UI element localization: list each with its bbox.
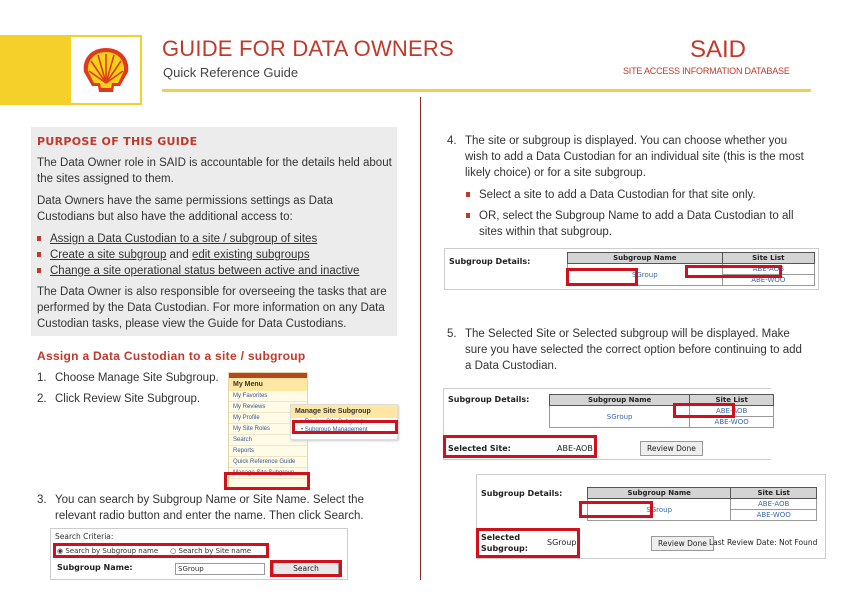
radio-checked-icon: ◉ bbox=[57, 547, 64, 555]
highlight-radio-group bbox=[53, 543, 269, 558]
review-done-button[interactable]: Review Done bbox=[651, 536, 714, 551]
subgroup-details-label: Subgroup Details: bbox=[481, 489, 563, 498]
search-button[interactable]: Search bbox=[273, 562, 339, 575]
highlight-manage-subgroup bbox=[224, 472, 310, 490]
site-link[interactable]: ABE-AOB bbox=[690, 406, 774, 417]
radio-unchecked-icon: ○ bbox=[170, 547, 177, 555]
purpose-para-2: Data Owners have the same permissions settings as Data Custodians but also have the additional access to: bbox=[37, 195, 333, 223]
link-assign-custodian[interactable]: Assign a Data Custodian to a site / subgroup of sites bbox=[50, 233, 318, 245]
step-number: 3. bbox=[37, 494, 47, 506]
header-yellow-block bbox=[0, 35, 71, 105]
col-subgroup-name: Subgroup Name bbox=[550, 395, 690, 406]
label-line: Subgroup: bbox=[481, 544, 528, 553]
purpose-para-3: The Data Owner is also responsible for overseeing the tasks that are performed by the Data Custodian. For more information on any Data Custodian tasks, please view the Guide for Data Custodians. bbox=[37, 286, 387, 330]
site-link[interactable]: ABE-WOO bbox=[722, 275, 814, 286]
site-link[interactable]: ABE-WOO bbox=[690, 417, 774, 428]
subgroup-link[interactable]: SGroup bbox=[568, 264, 723, 286]
step-text: Choose Manage Site Subgroup. bbox=[55, 372, 219, 384]
col-subgroup-name: Subgroup Name bbox=[588, 488, 731, 499]
purpose-link-item bbox=[37, 247, 392, 263]
submenu-item-review[interactable]: • Review Site Subgroup bbox=[301, 419, 365, 425]
app-fullname: SITE ACCESS INFORMATION DATABASE bbox=[623, 66, 790, 76]
highlight-review-subgroup bbox=[292, 420, 398, 434]
menu-heading: My Menu bbox=[229, 378, 307, 391]
step-5 bbox=[447, 326, 807, 374]
highlight-site bbox=[685, 265, 782, 278]
highlight-subgroup bbox=[566, 268, 638, 286]
menu-item[interactable]: My Reviews bbox=[229, 402, 307, 413]
step-4-bullet: OR, select the Subgroup Name to add a Data Custodian to all sites within that subgroup. bbox=[466, 208, 806, 240]
shell-logo-icon bbox=[80, 46, 132, 94]
subgroup-details-label: Subgroup Details: bbox=[449, 257, 531, 266]
subgroup-table bbox=[549, 394, 774, 428]
last-review-date: Last Review Date: Not Found bbox=[709, 538, 818, 547]
logo-box bbox=[71, 35, 142, 105]
step-text: The Selected Site or Selected subgroup will be displayed. Make sure you have selected the correct option before continuing to add a Data Custodian. bbox=[465, 328, 802, 372]
section-title: Assign a Data Custodian to a site / subgroup bbox=[37, 349, 306, 363]
menu-item[interactable]: My Favorites bbox=[229, 391, 307, 402]
subgroup-name-input[interactable]: SGroup bbox=[175, 563, 265, 575]
submenu-item-management[interactable]: • Subgroup Management bbox=[301, 427, 368, 433]
step-3 bbox=[37, 492, 377, 524]
menu-item[interactable]: Quick Reference Guide bbox=[229, 457, 307, 468]
radio-label: Search by Site name bbox=[178, 547, 252, 555]
step-4-bullet: Select a site to add a Data Custodian for that site only. bbox=[466, 187, 806, 203]
page-subtitle: Quick Reference Guide bbox=[163, 65, 299, 80]
step-number: 1. bbox=[37, 372, 47, 384]
step-1 bbox=[37, 370, 219, 386]
site-link[interactable]: ABE-AOB bbox=[722, 264, 814, 275]
link-edit-subgroups[interactable]: edit existing subgroups bbox=[191, 249, 310, 261]
highlight-subgroup-link bbox=[579, 501, 653, 518]
menu-item[interactable]: Reports bbox=[229, 446, 307, 457]
highlight-selected-subgroup bbox=[476, 528, 580, 558]
link-joiner: and bbox=[166, 249, 192, 261]
purpose-para-1: The Data Owner role in SAID is accountable for the details held about the sites assigned to them. bbox=[37, 157, 392, 185]
label-line: Selected bbox=[481, 533, 521, 542]
highlight-search-button bbox=[270, 560, 342, 577]
radio-label: Search by Subgroup name bbox=[65, 547, 159, 555]
submenu-item-label: Subgroup Management bbox=[304, 427, 368, 433]
subgroup-name-label: Subgroup Name: bbox=[57, 563, 133, 572]
highlight-selected-site-link bbox=[673, 403, 735, 418]
subgroup-details-label: Subgroup Details: bbox=[448, 395, 530, 404]
selected-site-label: Selected Site: bbox=[448, 444, 511, 453]
link-create-subgroup[interactable]: Create a site subgroup bbox=[50, 249, 167, 261]
purpose-link-item bbox=[37, 231, 392, 247]
header-divider bbox=[162, 89, 811, 92]
col-subgroup-name: Subgroup Name bbox=[568, 253, 723, 264]
step-number: 4. bbox=[447, 135, 457, 147]
step-number: 2. bbox=[37, 393, 47, 405]
step-text: Click Review Site Subgroup. bbox=[55, 393, 201, 405]
submenu-item-label: Review Site Subgroup bbox=[304, 419, 365, 425]
submenu-heading: Manage Site Subgroup bbox=[291, 405, 397, 418]
selected-site-value: ABE-AOB bbox=[557, 444, 593, 453]
review-done-button[interactable]: Review Done bbox=[640, 441, 703, 456]
step-2 bbox=[37, 391, 200, 407]
subgroup-link[interactable]: SGroup bbox=[588, 499, 731, 521]
site-link[interactable]: ABE-WOO bbox=[731, 510, 817, 521]
site-link[interactable]: ABE-AOB bbox=[731, 499, 817, 510]
menu-item-manage-subgroup[interactable]: Manage Site Subgroup bbox=[229, 468, 307, 479]
app-name: SAID bbox=[690, 36, 747, 63]
subgroup-link[interactable]: SGroup bbox=[550, 406, 690, 428]
search-criteria-label: Search Criteria: bbox=[55, 532, 114, 541]
step-text: The site or subgroup is displayed. You can choose whether you wish to add a Data Custodian for an individual site (this is the most likely choice) or for a site subgroup. bbox=[465, 135, 804, 179]
selected-subgroup-value: SGroup bbox=[547, 538, 577, 547]
purpose-link-item bbox=[37, 263, 392, 279]
step-4-bullets bbox=[466, 187, 806, 240]
menu-item[interactable]: My Site Roles bbox=[229, 424, 307, 435]
purpose-links bbox=[37, 231, 392, 279]
purpose-title: PURPOSE OF THIS GUIDE bbox=[37, 135, 198, 148]
menu-item[interactable]: Search bbox=[229, 435, 307, 446]
col-site-list: Site List bbox=[690, 395, 774, 406]
page-title: GUIDE FOR DATA OWNERS bbox=[162, 36, 454, 61]
menu-item[interactable]: My Profile bbox=[229, 413, 307, 424]
highlight-selected-site bbox=[443, 435, 597, 458]
col-site-list: Site List bbox=[731, 488, 817, 499]
col-site-list: Site List bbox=[722, 253, 814, 264]
step-text: You can search by Subgroup Name or Site Name. Select the relevant radio button and enter the name. Then click Search. bbox=[55, 494, 364, 522]
step-4 bbox=[447, 133, 807, 181]
column-divider bbox=[420, 97, 421, 580]
link-change-status[interactable]: Change a site operational status between active and inactive bbox=[50, 265, 360, 277]
step-number: 5. bbox=[447, 328, 457, 340]
